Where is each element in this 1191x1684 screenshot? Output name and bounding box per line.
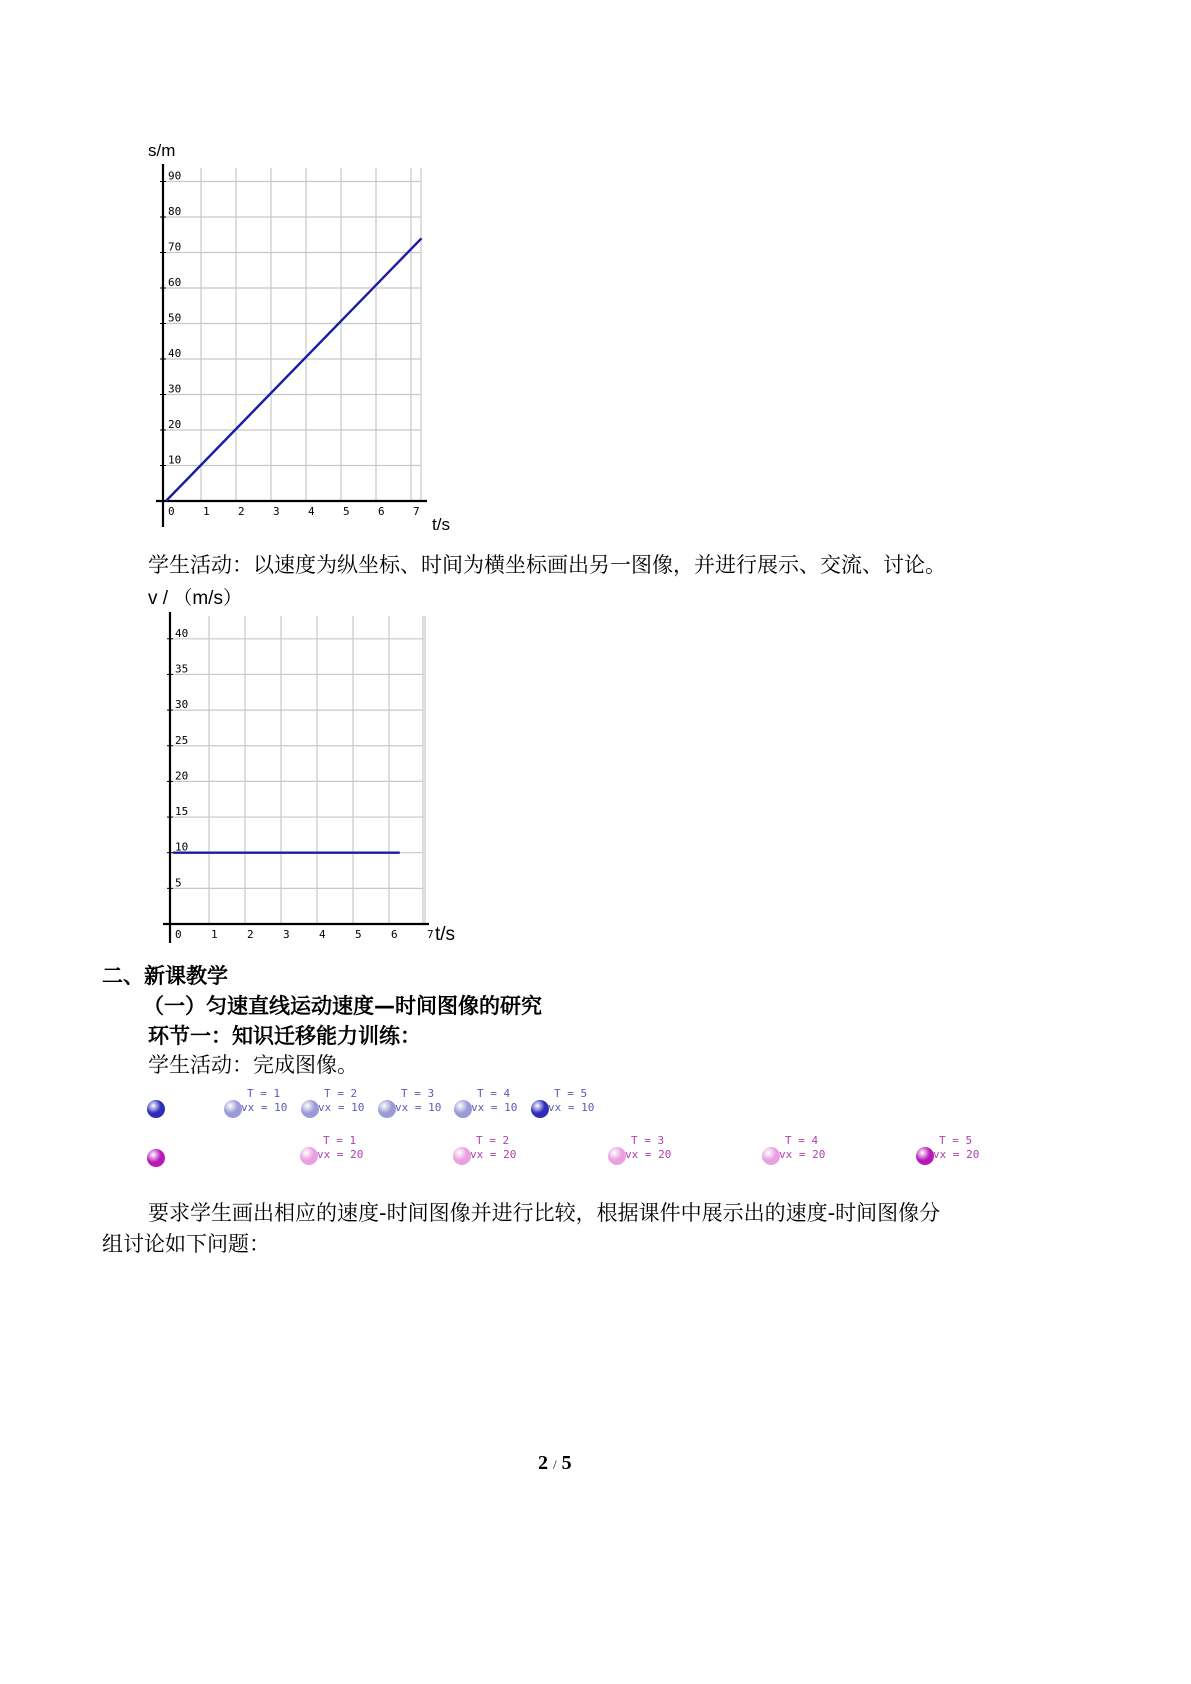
ball-label (317, 1134, 363, 1162)
ball-time-label: T = 2 (476, 1134, 510, 1147)
requirement-line-1: 要求学生画出相应的速度-时间图像并进行比较，根据课件中展示出的速度-时间图像分 (148, 1201, 941, 1225)
x-tick-label: 6 (378, 505, 385, 518)
vt-x-axis-title: t/s (435, 924, 456, 945)
ball-icon (378, 1100, 396, 1118)
ball-time-label: T = 5 (554, 1087, 588, 1100)
ball-velocity-label: vx = 10 (395, 1101, 442, 1114)
ball-icon (453, 1147, 471, 1165)
y-tick-label: 30 (168, 382, 182, 396)
ball-icon (300, 1147, 318, 1165)
x-tick-label: 4 (308, 505, 315, 518)
activity-text-1: 学生活动：以速度为纵坐标、时间为横坐标画出另一图像，并进行展示、交流、讨论。 (148, 553, 946, 577)
ball-start-icon (147, 1100, 165, 1118)
ball-start-icon (147, 1149, 165, 1167)
ball-label (933, 1134, 979, 1162)
x-tick-label: 1 (211, 928, 218, 941)
y-tick-label: 80 (168, 205, 182, 218)
y-tick-label: 20 (175, 769, 189, 783)
ball-icon (301, 1100, 319, 1118)
x-tick-label: 2 (238, 505, 245, 518)
ball-velocity-label: vx = 10 (241, 1101, 288, 1114)
st-x-axis-title: t/s (432, 515, 450, 534)
ball-label (395, 1087, 441, 1115)
y-tick-label: 60 (168, 276, 182, 289)
ball-velocity-label: vx = 10 (318, 1101, 365, 1114)
ball-icon (916, 1147, 934, 1165)
x-tick-label: 7 (427, 928, 434, 941)
section-heading: 二、新课教学 (102, 964, 228, 988)
ball-label (318, 1087, 364, 1115)
x-tick-label: 1 (203, 505, 210, 518)
y-tick-label: 70 (168, 240, 182, 254)
x-tick-label: 7 (413, 505, 420, 518)
activity-text-2: 学生活动：完成图像。 (148, 1053, 358, 1077)
ball-velocity-label: vx = 10 (471, 1101, 518, 1114)
vt-y-axis-title: v / （m/s） (148, 588, 242, 609)
y-tick-label: 40 (175, 626, 189, 640)
y-tick-label: 5 (175, 876, 182, 890)
y-tick-label: 50 (168, 311, 182, 325)
x-tick-label: 5 (343, 505, 350, 518)
page-number (538, 1452, 572, 1475)
page-current: 2 (538, 1452, 548, 1474)
st-y-axis-title: s/m (148, 141, 176, 160)
ball-label (470, 1134, 516, 1162)
page-total: 5 (561, 1452, 572, 1474)
y-tick-label: 90 (168, 169, 182, 183)
ball-time-label: T = 5 (939, 1134, 973, 1147)
x-tick-label: 0 (168, 505, 175, 518)
ball-label (241, 1087, 287, 1115)
y-tick-label: 10 (175, 840, 189, 854)
ball-time-label: T = 1 (323, 1134, 357, 1147)
x-tick-label: 2 (247, 928, 254, 941)
x-tick-label: 3 (283, 928, 290, 941)
requirement-line-2: 组讨论如下问题： (102, 1232, 270, 1256)
ball-velocity-label: vx = 10 (548, 1101, 595, 1114)
ball-time-label: T = 4 (785, 1134, 819, 1147)
ball-velocity-label: vx = 20 (779, 1148, 826, 1161)
ball-velocity-label: vx = 20 (625, 1148, 672, 1161)
y-tick-label: 40 (168, 347, 182, 360)
step-heading: 环节一：知识迁移能力训练： (148, 1024, 421, 1048)
y-tick-label: 10 (168, 453, 182, 467)
x-tick-label: 4 (319, 928, 326, 941)
subsection-heading: （一）匀速直线运动速度—时间图像的研究 (143, 994, 542, 1018)
vt-chart (140, 608, 440, 943)
series-line (166, 238, 422, 501)
y-tick-label: 15 (175, 805, 189, 819)
ball-velocity-label: vx = 20 (470, 1148, 517, 1161)
x-tick-label: 5 (355, 928, 362, 941)
ball-time-label: T = 2 (324, 1087, 358, 1100)
ball-label (779, 1134, 825, 1162)
ball-icon (531, 1100, 549, 1118)
ball-label (625, 1134, 671, 1162)
ball-time-label: T = 4 (477, 1087, 511, 1100)
y-tick-label: 20 (168, 418, 182, 431)
ball-icon (608, 1147, 626, 1165)
st-chart (140, 160, 440, 530)
ball-icon (762, 1147, 780, 1165)
ball-velocity-label: vx = 20 (317, 1148, 364, 1161)
page-separator: / (553, 1457, 557, 1472)
ball-time-label: T = 1 (247, 1087, 281, 1100)
y-tick-label: 35 (175, 662, 189, 676)
x-tick-label: 0 (175, 928, 182, 941)
ball-label (471, 1087, 517, 1115)
y-tick-label: 25 (175, 733, 189, 747)
ball-icon (454, 1100, 472, 1118)
ball-label (548, 1087, 594, 1115)
x-tick-label: 3 (273, 505, 280, 518)
ball-icon (224, 1100, 242, 1118)
ball-time-label: T = 3 (401, 1087, 435, 1100)
ball-velocity-label: vx = 20 (933, 1148, 980, 1161)
y-tick-label: 30 (175, 698, 189, 712)
ball-time-label: T = 3 (631, 1134, 665, 1147)
x-tick-label: 6 (391, 928, 398, 941)
